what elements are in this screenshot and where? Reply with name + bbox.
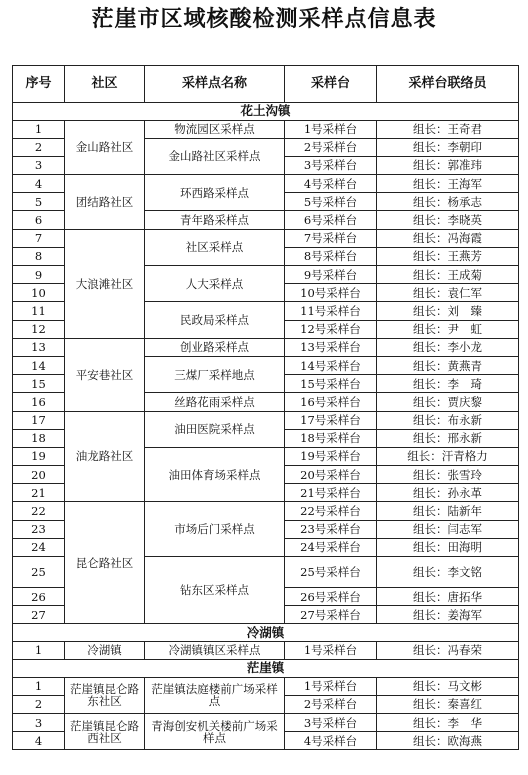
- desk-name: 1号采样台: [285, 677, 377, 695]
- contact-name: 组长：贾庆黎: [377, 393, 519, 411]
- site-name: 三煤厂采样地点: [145, 356, 285, 392]
- desk-name: 27号采样台: [285, 606, 377, 624]
- site-name: 环西路采样点: [145, 175, 285, 211]
- header-no: 序号: [13, 66, 65, 103]
- row-number: 14: [13, 356, 65, 374]
- site-name: 青年路采样点: [145, 211, 285, 229]
- table-row: [13, 229, 519, 247]
- contact-name: 组长：唐拓华: [377, 588, 519, 606]
- row-number: 24: [13, 538, 65, 556]
- desk-name: 4号采样台: [285, 732, 377, 750]
- site-name: 油田体育场采样点: [145, 447, 285, 502]
- desk-name: 18号采样台: [285, 429, 377, 447]
- section-title: 茫崖镇: [13, 660, 519, 678]
- contact-name: 组长：汗青格力: [377, 447, 519, 465]
- contact-name: 组长：邢永新: [377, 429, 519, 447]
- table-row: [13, 641, 519, 659]
- row-number: 4: [13, 732, 65, 750]
- row-number: 26: [13, 588, 65, 606]
- row-number: 10: [13, 284, 65, 302]
- contact-name: 组长：李文铭: [377, 557, 519, 588]
- table-row: [13, 502, 519, 520]
- contact-name: 组长：姜海军: [377, 606, 519, 624]
- contact-name: 组长：郭准玮: [377, 156, 519, 174]
- section-row: [13, 624, 519, 642]
- contact-name: 组长：刘 臻: [377, 302, 519, 320]
- site-name: 市场后门采样点: [145, 502, 285, 557]
- site-name: 茫崖镇法庭楼前广场采样点: [145, 677, 285, 713]
- row-number: 2: [13, 138, 65, 156]
- desk-name: 25号采样台: [285, 557, 377, 588]
- desk-name: 24号采样台: [285, 538, 377, 556]
- row-number: 6: [13, 211, 65, 229]
- desk-name: 11号采样台: [285, 302, 377, 320]
- row-number: 1: [13, 641, 65, 659]
- sampling-table: [12, 65, 519, 750]
- table-row: [13, 338, 519, 356]
- row-number: 27: [13, 606, 65, 624]
- header-desk: 采样台: [285, 66, 377, 103]
- contact-name: 组长：李小龙: [377, 338, 519, 356]
- contact-name: 组长：陆新年: [377, 502, 519, 520]
- row-number: 2: [13, 695, 65, 713]
- table-row: [13, 175, 519, 193]
- desk-name: 5号采样台: [285, 193, 377, 211]
- contact-name: 组长：李晓英: [377, 211, 519, 229]
- row-number: 22: [13, 502, 65, 520]
- desk-name: 3号采样台: [285, 156, 377, 174]
- desk-name: 14号采样台: [285, 356, 377, 374]
- desk-name: 3号采样台: [285, 713, 377, 731]
- desk-name: 8号采样台: [285, 247, 377, 265]
- row-number: 1: [13, 677, 65, 695]
- desk-name: 1号采样台: [285, 120, 377, 138]
- community-name: 平安巷社区: [65, 338, 145, 411]
- desk-name: 2号采样台: [285, 138, 377, 156]
- header-contact: 采样台联络员: [377, 66, 519, 103]
- table-row: [13, 677, 519, 695]
- site-name: 冷湖镇镇区采样点: [145, 641, 285, 659]
- site-name: 钻东区采样点: [145, 557, 285, 624]
- header-community: 社区: [65, 66, 145, 103]
- row-number: 25: [13, 557, 65, 588]
- site-name: 丝路花雨采样点: [145, 393, 285, 411]
- site-name: 人大采样点: [145, 266, 285, 302]
- site-name: 民政局采样点: [145, 302, 285, 338]
- contact-name: 组长：闫志军: [377, 520, 519, 538]
- community-name: 茫崖镇昆仑路西社区: [65, 713, 145, 749]
- community-name: 金山路社区: [65, 120, 145, 175]
- contact-name: 组长：冯海霞: [377, 229, 519, 247]
- contact-name: 组长：李朝印: [377, 138, 519, 156]
- table-header-row: [13, 66, 519, 103]
- site-name: 社区采样点: [145, 229, 285, 265]
- row-number: 11: [13, 302, 65, 320]
- row-number: 21: [13, 484, 65, 502]
- community-name: 茫崖镇昆仑路东社区: [65, 677, 145, 713]
- row-number: 7: [13, 229, 65, 247]
- contact-name: 组长：孙永革: [377, 484, 519, 502]
- table-row: [13, 713, 519, 731]
- section-title: 花土沟镇: [13, 103, 519, 121]
- row-number: 13: [13, 338, 65, 356]
- contact-name: 组长：黄燕青: [377, 356, 519, 374]
- desk-name: 16号采样台: [285, 393, 377, 411]
- row-number: 4: [13, 175, 65, 193]
- desk-name: 15号采样台: [285, 375, 377, 393]
- site-name: 油田医院采样点: [145, 411, 285, 447]
- desk-name: 9号采样台: [285, 266, 377, 284]
- row-number: 17: [13, 411, 65, 429]
- desk-name: 19号采样台: [285, 447, 377, 465]
- contact-name: 组长：李 琦: [377, 375, 519, 393]
- table-row: [13, 411, 519, 429]
- desk-name: 23号采样台: [285, 520, 377, 538]
- section-row: [13, 660, 519, 678]
- community-name: 大浪滩社区: [65, 229, 145, 338]
- desk-name: 21号采样台: [285, 484, 377, 502]
- contact-name: 组长：张雪玲: [377, 466, 519, 484]
- header-site: 采样点名称: [145, 66, 285, 103]
- desk-name: 20号采样台: [285, 466, 377, 484]
- desk-name: 2号采样台: [285, 695, 377, 713]
- row-number: 5: [13, 193, 65, 211]
- desk-name: 17号采样台: [285, 411, 377, 429]
- table-row: [13, 120, 519, 138]
- row-number: 23: [13, 520, 65, 538]
- desk-name: 4号采样台: [285, 175, 377, 193]
- contact-name: 组长：杨承志: [377, 193, 519, 211]
- community-name: 昆仑路社区: [65, 502, 145, 624]
- desk-name: 12号采样台: [285, 320, 377, 338]
- desk-name: 22号采样台: [285, 502, 377, 520]
- row-number: 9: [13, 266, 65, 284]
- row-number: 12: [13, 320, 65, 338]
- community-name: 团结路社区: [65, 175, 145, 230]
- row-number: 19: [13, 447, 65, 465]
- desk-name: 26号采样台: [285, 588, 377, 606]
- contact-name: 组长：田海明: [377, 538, 519, 556]
- desk-name: 6号采样台: [285, 211, 377, 229]
- row-number: 1: [13, 120, 65, 138]
- desk-name: 7号采样台: [285, 229, 377, 247]
- row-number: 8: [13, 247, 65, 265]
- contact-name: 组长：王海军: [377, 175, 519, 193]
- contact-name: 组长：李 华: [377, 713, 519, 731]
- contact-name: 组长：欧海燕: [377, 732, 519, 750]
- row-number: 18: [13, 429, 65, 447]
- site-name: 创业路采样点: [145, 338, 285, 356]
- row-number: 16: [13, 393, 65, 411]
- row-number: 15: [13, 375, 65, 393]
- contact-name: 组长：马文彬: [377, 677, 519, 695]
- site-name: 物流园区采样点: [145, 120, 285, 138]
- desk-name: 10号采样台: [285, 284, 377, 302]
- community-name: 冷湖镇: [65, 641, 145, 659]
- section-title: 冷湖镇: [13, 624, 519, 642]
- contact-name: 组长：王成菊: [377, 266, 519, 284]
- contact-name: 组长：王燕芳: [377, 247, 519, 265]
- row-number: 3: [13, 713, 65, 731]
- contact-name: 组长：秦喜红: [377, 695, 519, 713]
- site-name: 青海创安机关楼前广场采样点: [145, 713, 285, 749]
- contact-name: 组长：冯春荣: [377, 641, 519, 659]
- desk-name: 1号采样台: [285, 641, 377, 659]
- table-body: [13, 103, 519, 750]
- contact-name: 组长：王奇君: [377, 120, 519, 138]
- contact-name: 组长：尹 虹: [377, 320, 519, 338]
- row-number: 3: [13, 156, 65, 174]
- row-number: 20: [13, 466, 65, 484]
- section-row: [13, 103, 519, 121]
- site-name: 金山路社区采样点: [145, 138, 285, 174]
- desk-name: 13号采样台: [285, 338, 377, 356]
- page-title: 茫崖市区域核酸检测采样点信息表: [91, 7, 437, 32]
- contact-name: 组长：布永新: [377, 411, 519, 429]
- community-name: 油龙路社区: [65, 411, 145, 502]
- contact-name: 组长：袁仁军: [377, 284, 519, 302]
